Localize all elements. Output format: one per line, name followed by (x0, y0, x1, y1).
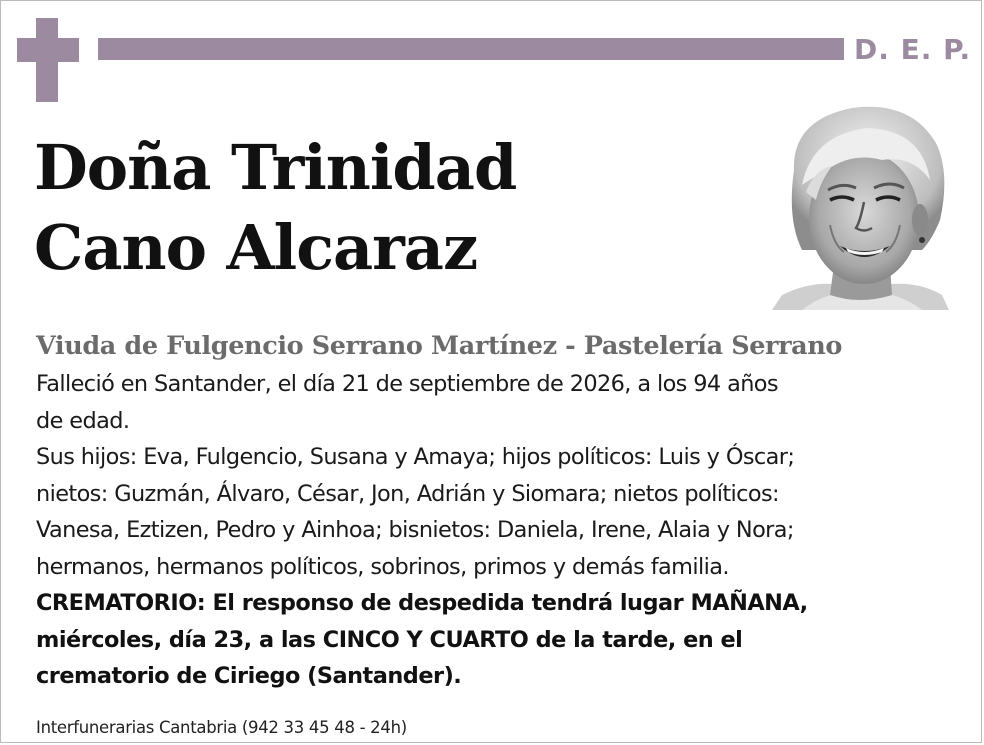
ceremony-line-3: crematorio de Ciriego (Santander). (36, 663, 462, 689)
family-line-3: Vanesa, Eztizen, Pedro y Ainhoa; bisnietos: Daniela, Irene, Alaia y Nora; (36, 517, 794, 543)
family-line-4: hermanos, hermanos políticos, sobrinos, primos y demás familia. (36, 553, 729, 580)
name-line-2: Cano Alcaraz (34, 211, 478, 284)
funeral-home-footer: Interfunerarias Cantabria (942 33 45 48 - 24h) (36, 718, 407, 737)
notice-body (36, 366, 936, 695)
death-info-line-2: de edad. (36, 407, 130, 434)
ceremony-line-2: miércoles, día 23, a las CINCO Y CUARTO de la tarde, en el (36, 626, 743, 653)
portrait-photo (772, 100, 949, 310)
family-line-2: nietos: Guzmán, Álvaro, César, Jon, Adrián y Siomara; nietos políticos: (36, 480, 779, 507)
cross-horizontal-bar (17, 38, 79, 62)
ceremony-line-1: CREMATORIO: El responso de despedida tendrá lugar MAÑANA, (36, 590, 808, 616)
header-rule (98, 38, 844, 60)
widow-of-subtitle: Viuda de Fulgencio Serrano Martínez - Pastelería Serrano (36, 331, 842, 361)
name-line-1: Doña Trinidad (34, 131, 517, 204)
family-line-1: Sus hijos: Eva, Fulgencio, Susana y Amaya; hijos políticos: Luis y Óscar; (36, 444, 795, 470)
dep-label: D. E. P. (854, 33, 972, 66)
death-info-line-1: Falleció en Santander, el día 21 de septiembre de 2026, a los 94 años (36, 371, 778, 397)
portrait-illustration (772, 100, 949, 310)
deceased-name (34, 128, 516, 288)
